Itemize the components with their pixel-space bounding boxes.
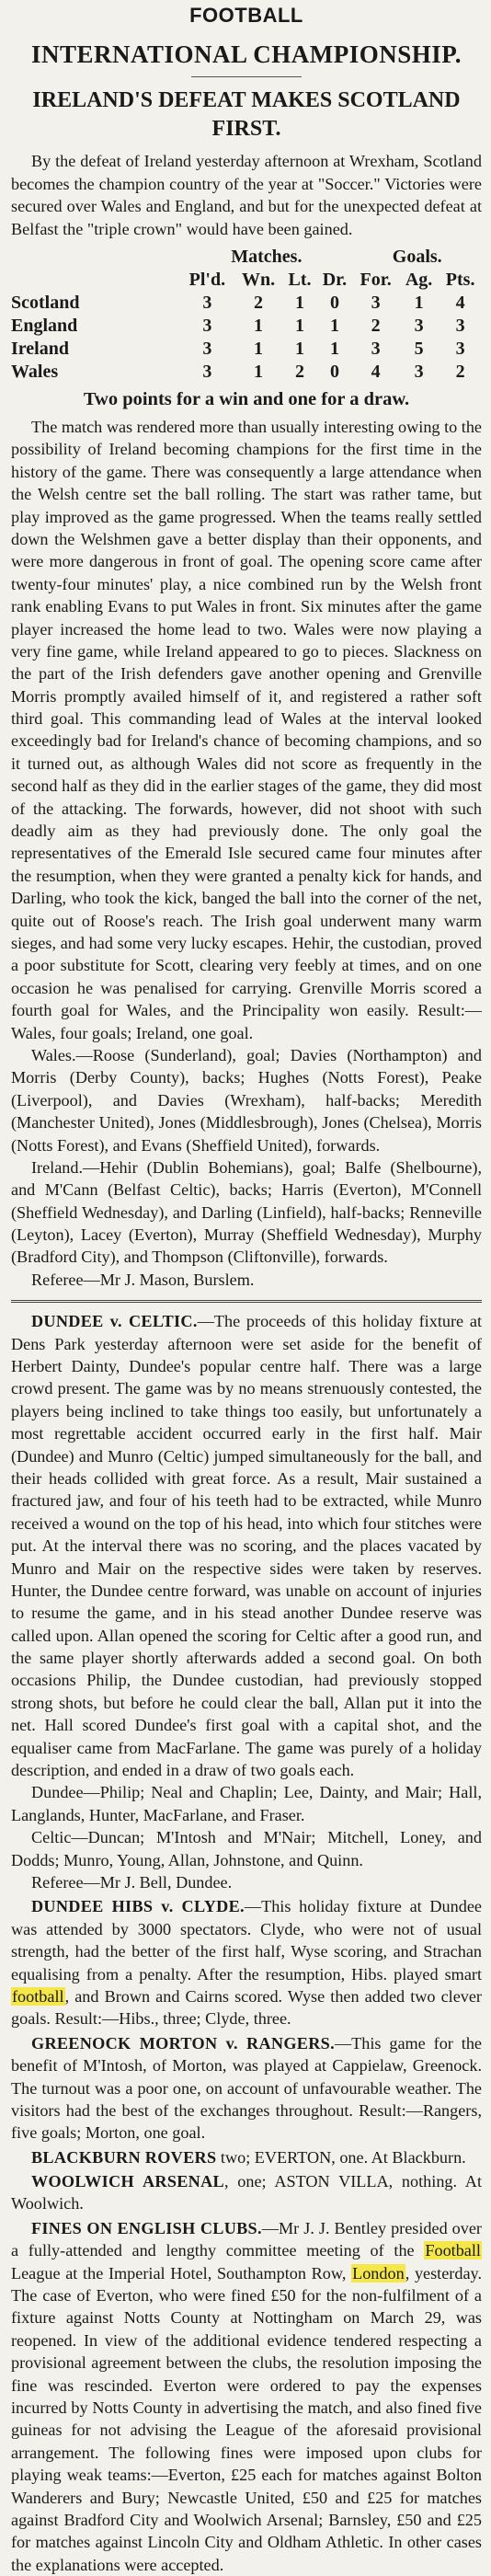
table-cell: 3	[202, 362, 212, 382]
column-header: Pl'd.	[188, 270, 226, 290]
table-cell: 1	[414, 293, 424, 313]
blackburn-result	[11, 2146, 482, 2168]
match-report: The match was rendered more than usually interesting owing to the possibility of Ireland becoming champions for the first time in the history of the game. There was consequently a large attendance when the Welsh centre set the ball rolling. The start was rather tame, but play improved as the game progressed. When the teams really settled down the Welshmen gave a better display than their opponents, and were more dangerous in front of goal. The opening score came after twenty-four minutes' play, a nice combined run by the Welsh front rank enabling Evans to put Wales in front. Six minutes after the game player increased the home lead to two. Wales were now playing a very fine game, while Ireland appeared to go to pieces. Slackness on the part of the Irish defenders gave another opening and Grenville Morris promptly availed himself of it, and registered a rather soft third goal. This commanding lead of Wales at the interval looked exceedingly bad for Ireland's chance of becoming champions, and so it turned out, as although Wales did not score as frequently in the second half as they did in the earlier stages of the game, they did most of the attacking. The forwards, however, did not shoot with such deadly aim as they had previously done. The only goal the representatives of the Emerald Isle secured came four minutes after the resumption, when they were granted a penalty kick for hands, and Darling, who took the kick, banged the ball into the corner of the net, quite out of Roose's reach. The Irish goal underwent many warm sieges, and had some very lucky escapes. Hehir, the custodian, proved a poor substitute for Scott, clearing very feebly at times, and on one occasion he was penalised for carrying. Grenville Morris scored a fourth goal for Wales, and the Principality won easily. Result:—Wales, four goals; Ireland, one goal.	[11, 418, 482, 1042]
column-header: Dr.	[322, 270, 348, 290]
table-cell: 1	[329, 339, 339, 359]
table-cell: 2	[455, 362, 465, 382]
column-header: Pts.	[445, 270, 475, 290]
points-note: Two points for a win and one for a draw.	[83, 389, 410, 409]
fines-report	[11, 2217, 482, 2576]
article-lead: GREENOCK MORTON v. RANGERS.	[31, 2033, 335, 2053]
ireland-lineup: Ireland.—Hehir (Dublin Bohemians), goal; Balfe (Shelbourne), and M'Cann (Belfast Celtic), backs; Harris (Everton), M'Connell (Sheffield Wednesday), and Darling (Linfield), half-backs; Renneville (Leyton), Lacey (Everton), Murray (Sheffield Wednesday), Murphy (Bradford City), and Thompson (Cliftonville), forwards.	[11, 1157, 482, 1267]
table-cell: 0	[329, 293, 339, 313]
referee-line: Referee—Mr J. Mason, Burslem.	[31, 1270, 255, 1289]
woolwich-result	[11, 2170, 482, 2215]
headline: INTERNATIONAL CHAMPIONSHIP.	[30, 40, 462, 68]
article-body: , and Brown and Cairns scored. Wyse then added two clever goals. Result:—Hibs., three; Clyde, three.	[11, 1986, 482, 2029]
table-cell: 3	[455, 316, 465, 336]
team-name: Scotland	[11, 293, 80, 313]
search-highlight: Football	[425, 2241, 481, 2260]
article-lead: DUNDEE v. CELTIC.	[31, 1312, 198, 1331]
table-cell: 1	[254, 316, 264, 336]
table-cell: 3	[414, 316, 424, 336]
article-body: two; EVERTON, one. At Blackburn.	[216, 2147, 466, 2167]
standings-group-header	[11, 246, 482, 269]
table-cell: 3	[202, 293, 212, 313]
dundee-lineup: Dundee—Philip; Neal and Chaplin; Lee, Dainty, and Mair; Hall, Langlands, Hunter, MacFarlane, and Fraser.	[11, 1783, 482, 1824]
article-lead: BLACKBURN ROVERS	[31, 2147, 217, 2167]
table-cell: 1	[254, 339, 264, 359]
table-cell: 1	[254, 362, 264, 382]
table-cell: 1	[329, 316, 339, 336]
dundee-celtic-report	[11, 1310, 482, 1781]
celtic-lineup: Celtic—Duncan; M'Intosh and M'Nair; Mitchell, Loney, and Dodds; Munro, Young, Allan, Johnstone, and Quinn.	[11, 1828, 482, 1869]
table-cell: 3	[371, 293, 381, 313]
table-cell: 2	[254, 293, 264, 313]
dundee-hibs-report	[11, 1895, 482, 2030]
article-body: —This game for the benefit of M'Intosh, of Morton, was played at Cappielaw, Greenock. The turnout was a poor one, on account of unfavourable weather. The visitors had the best of the exchanges throughout. Result:—Rangers, five goals; Morton, one goal.	[11, 2033, 482, 2143]
article-lead: DUNDEE HIBS v. CLYDE.	[31, 1897, 245, 1916]
intro-paragraph: By the defeat of Ireland yesterday afternoon at Wrexham, Scotland becomes the champion country of the year at "Soccer." Victories were secured over Wales and England, and but for the unexpected defeat at Belfast the "triple crown" would have been gained.	[11, 152, 482, 238]
column-header: Lt.	[288, 270, 312, 290]
article-lead: FINES ON ENGLISH CLUBS.	[31, 2218, 262, 2237]
article-lead: WOOLWICH ARSENAL	[31, 2172, 224, 2191]
table-cell: 3	[414, 362, 424, 382]
table-cell: 1	[295, 339, 305, 359]
article-body: League at the Imperial Hotel, Southampton Row,	[11, 2263, 352, 2283]
table-cell: 3	[202, 316, 212, 336]
column-header: For.	[360, 270, 392, 290]
table-cell: 2	[295, 362, 305, 382]
subheadline: IRELAND'S DEFEAT MAKES SCOTLAND FIRST.	[32, 88, 461, 141]
article-body: —Mr J. J. Bentley presided over a fully-attended and lengthy committee meeting of the	[11, 2218, 482, 2260]
table-row	[11, 315, 482, 338]
standings-column-header	[11, 269, 482, 292]
table-cell: 3	[202, 339, 212, 359]
divider	[191, 76, 302, 77]
search-highlight: London	[352, 2263, 405, 2283]
table-cell: 3	[371, 339, 381, 359]
table-cell: 1	[295, 293, 305, 313]
article-body: —The proceeds of this holiday fixture at Dens Park yesterday afternoon were set aside for the benefit of Herbert Dainty, Dundee's popular centre half. There was a large crowd present. The game was by no means strenuously contested, the players being inclined to take things too easily, but unfortunately a most regrettable accident occurred early in the first half. Mair (Dundee) and Munro (Celtic) jumped simultaneously for the ball, and their heads collided with great force. As a result, Mair sustained a fractured jaw, and four of his teeth had to be extracted, while Munro received a wound on the top of his head, into which four stitches were put. At the interval there was no scoring, and the places vacated by Munro and Mair on the respective sides were taken by reserves. Hunter, the Dundee centre forward, was unable on account of injuries to resume the game, and in his stead another Dundee reserve was called upon. Allan opened the scoring for Celtic after a good run, and the same player shortly afterwards added a second goal. On both occasions Philip, the Dundee custodian, had previously stopped strong shots, but before he could clear the ball, Allan put it into the net. Hall scored Dundee's first goal with a capital shot, and the equaliser came from MacFarlane. The game was purely of a holiday description, and ended in a draw of two goals each.	[11, 1312, 483, 1780]
referee-line: Referee—Mr J. Bell, Dundee.	[31, 1873, 233, 1892]
team-name: Wales	[11, 362, 59, 382]
goals-group-label: Goals.	[392, 247, 442, 267]
article-body: , yesterday. The case of Everton, who were fined £50 for the non-fulfilment of a fixture against Notts County at Nottingham on March 29, was reopened. In view of the additional evidence tendered respecting a provisional agreement between the clubs, the resolution imposing the fine was rescinded. Everton were ordered to pay the expenses incurred by Notts County in advertising the match, and also fined five guineas for not advising the League of the aforesaid provisional arrangement. The following fines were imposed upon clubs for playing weak teams:—Everton, £25 each for matches against Bolton Wanderers and Bury; Newcastle United, £50 and £25 for matches against Bradford City and Woolwich Arsenal; Barnsley, £50 and £25 for matches against Lincoln City and Oldham Athletic. In other cases the explanations were accepted.	[11, 2263, 482, 2574]
table-row	[11, 361, 482, 384]
team-name: England	[11, 316, 78, 336]
article-body: —This holiday fixture at Dundee was attended by 3000 spectators. Clyde, who were not of usual strength, had the better of the first half, Wyse scoring, and Strachan equalising from a penalty. After the resumption, Hibs. played smart	[11, 1897, 482, 1984]
matches-group-label: Matches.	[231, 247, 303, 267]
section-divider	[11, 1300, 482, 1303]
table-cell: 1	[295, 316, 305, 336]
table-cell: 0	[329, 362, 339, 382]
column-header: Wn.	[241, 270, 276, 290]
table-cell: 2	[371, 316, 381, 336]
standings-table	[11, 246, 482, 384]
section-heading: FOOTBALL	[189, 4, 303, 27]
team-name: Ireland	[11, 339, 69, 359]
search-highlight: football	[12, 1986, 64, 2006]
table-cell: 3	[455, 339, 465, 359]
greenock-report	[11, 2032, 482, 2145]
table-row	[11, 338, 482, 361]
table-cell: 5	[414, 339, 424, 359]
article-body: , one; ASTON VILLA, nothing. At Woolwich.	[11, 2172, 482, 2214]
column-header: Ag.	[405, 270, 433, 290]
table-row	[11, 292, 482, 315]
table-cell: 4	[371, 362, 381, 382]
table-cell: 4	[455, 293, 465, 313]
wales-lineup: Wales.—Roose (Sunderland), goal; Davies (Northampton) and Morris (Derby County), backs; Hughes (Notts Forest), Peake (Liverpool), and Davies (Wrexham), half-backs; Meredith (Manchester United), Jones (Middlesbrough), Jones (Chelsea), Morris (Notts Forest), and Evans (Sheffield United), forwards.	[11, 1045, 482, 1155]
